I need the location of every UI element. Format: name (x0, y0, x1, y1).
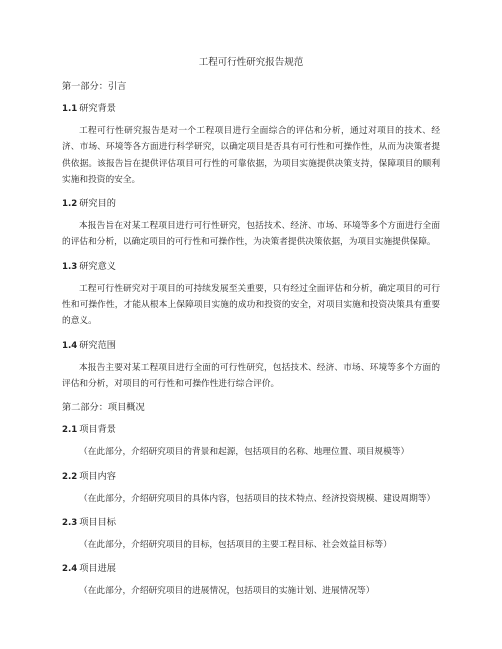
section-2-4-heading (62, 562, 440, 576)
section-2-3-text: （在此部分，介绍研究项目的目标，包括项目的主要工程目标、社会效益目标等） (79, 539, 392, 550)
section-title: 研究范围 (79, 339, 116, 351)
section-title: 项目背景 (79, 424, 116, 436)
section-number: 2.4 (62, 564, 78, 575)
part-2-heading: 第二部分：项目概况 (62, 402, 145, 414)
section-2-1-heading (62, 423, 440, 437)
section-2-4-text: （在此部分，介绍研究项目的进展情况，包括项目的实施计划、进展情况等） (79, 586, 375, 597)
section-1-3-heading (62, 260, 440, 274)
section-title: 研究意义 (79, 260, 116, 272)
section-1-4-heading (62, 339, 440, 353)
section-number: 1.2 (62, 199, 78, 210)
section-number: 1.1 (62, 104, 78, 114)
section-number: 2.3 (62, 517, 78, 528)
section-number: 2.1 (62, 425, 78, 436)
section-title: 项目进展 (79, 563, 116, 575)
section-2-2-heading (62, 470, 440, 484)
section-1-3-text: 工程可行性研究对于项目的可持续发展至关重要，只有经过全面评估和分析，确定项目的可行性和可操作性，才能从根本上保障项目实施的成功和投资的安全，对项目实施和投资决策具有重要的意义。 (62, 283, 440, 327)
section-title: 项目目标 (79, 516, 116, 528)
section-title: 研究背景 (79, 103, 116, 114)
part-1-heading: 第一部分：引言 (62, 81, 127, 92)
section-1-2-text: 本报告旨在对某工程项目进行可行性研究，包括技术、经济、市场、环境等多个方面进行全面的评估和分析，以确定项目的可行性和可操作性，为决策者提供决策依据，为项目实施提供保障。 (62, 221, 440, 248)
section-title: 项目内容 (79, 470, 116, 482)
section-number: 1.3 (62, 261, 78, 272)
section-2-1-text: （在此部分，介绍研究项目的背景和起源，包括项目的名称、地理位置、项目规模等） (79, 447, 410, 458)
section-1-4-text: 本报告主要对某工程项目进行全面的可行性研究，包括技术、经济、市场、环境等多个方面的评估和分析，对项目的可行性和可操作性进行综合评价。 (62, 362, 440, 389)
document-title: 工程可行性研究报告规范 (198, 57, 304, 68)
section-2-3-heading (62, 516, 440, 530)
section-2-2-text: （在此部分，介绍研究项目的具体内容，包括项目的技术特点、经济投资规模、建设周期等） (79, 493, 436, 504)
section-number: 2.2 (62, 471, 78, 482)
section-1-1-text: 工程可行性研究报告是对一个工程项目进行全面综合的评估和分析，通过对项目的技术、经济、市场、环境等各方面进行科学研究，以确定项目是否具有可行性和可操作性，从而为决策者提供依据。该报告旨在提供评估项目可行性的可靠依据，为项目实施提供决策支持，保障项目的顺利实施和投资的安全。 (62, 126, 440, 185)
section-number: 1.4 (62, 340, 78, 351)
section-1-2-heading (62, 197, 440, 211)
section-1-1-heading (62, 102, 440, 116)
section-title: 研究目的 (79, 198, 116, 210)
